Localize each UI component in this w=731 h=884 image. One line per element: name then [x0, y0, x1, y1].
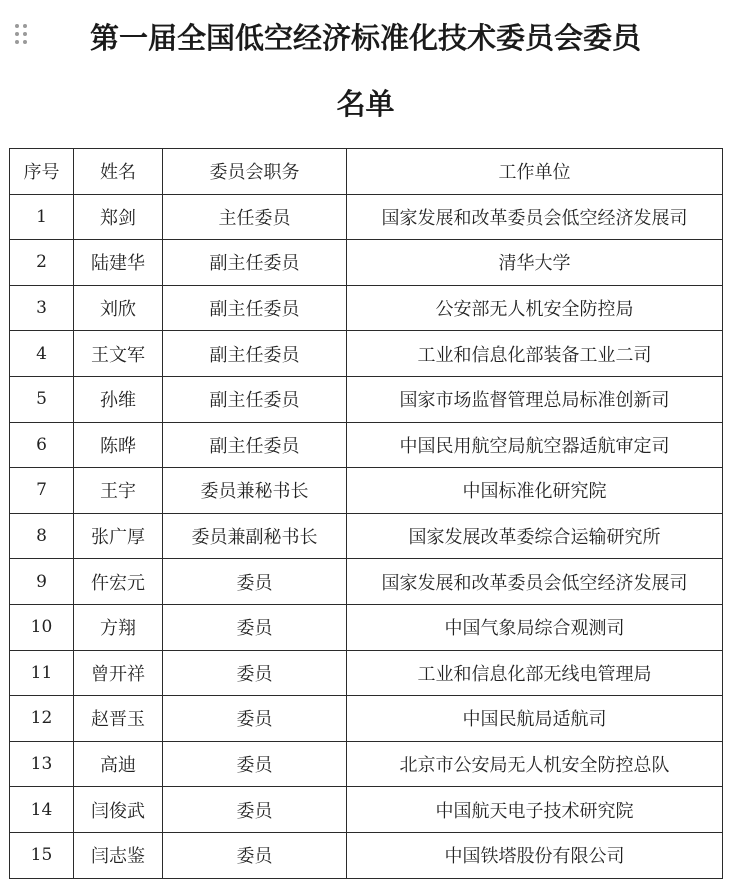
- member-table: [9, 148, 723, 879]
- cell-name: 高迪: [74, 741, 163, 787]
- document-title-line1: 第一届全国低空经济标准化技术委员会委员: [89, 21, 641, 55]
- cell-name: 王文军: [74, 331, 163, 377]
- table-row: [10, 285, 723, 331]
- cell-no: 6: [10, 422, 74, 468]
- cell-name: 陈晔: [74, 422, 163, 468]
- cell-role: 副主任委员: [163, 285, 347, 331]
- table-body: [10, 194, 723, 878]
- cell-no: 5: [10, 376, 74, 422]
- cell-name: 曾开祥: [74, 650, 163, 696]
- cell-role: 副主任委员: [163, 331, 347, 377]
- cell-unit: 中国航天电子技术研究院: [347, 787, 723, 833]
- cell-no: 8: [10, 513, 74, 559]
- cell-no: 3: [10, 285, 74, 331]
- table-row: [10, 194, 723, 240]
- cell-no: 1: [10, 194, 74, 240]
- cell-name: 闫志鉴: [74, 832, 163, 878]
- header-unit: 工作单位: [347, 149, 723, 195]
- cell-name: 闫俊武: [74, 787, 163, 833]
- cell-unit: 国家发展和改革委员会低空经济发展司: [347, 194, 723, 240]
- cell-role: 委员兼副秘书长: [163, 513, 347, 559]
- cell-no: 12: [10, 696, 74, 742]
- table-row: [10, 376, 723, 422]
- cell-no: 10: [10, 604, 74, 650]
- table-row: [10, 513, 723, 559]
- cell-role: 副主任委员: [163, 376, 347, 422]
- cell-unit: 工业和信息化部装备工业二司: [347, 331, 723, 377]
- table-row: [10, 559, 723, 605]
- cell-role: 副主任委员: [163, 422, 347, 468]
- cell-unit: 中国标准化研究院: [347, 468, 723, 514]
- cell-unit: 中国民用航空局航空器适航审定司: [347, 422, 723, 468]
- cell-name: 张广厚: [74, 513, 163, 559]
- header-no: 序号: [10, 149, 74, 195]
- cell-unit: 中国气象局综合观测司: [347, 604, 723, 650]
- cell-no: 4: [10, 331, 74, 377]
- cell-role: 副主任委员: [163, 240, 347, 286]
- table-row: [10, 331, 723, 377]
- cell-name: 郑剑: [74, 194, 163, 240]
- cell-name: 赵晋玉: [74, 696, 163, 742]
- cell-role: 委员: [163, 650, 347, 696]
- table-row: [10, 741, 723, 787]
- cell-unit: 国家发展改革委综合运输研究所: [347, 513, 723, 559]
- table-row: [10, 604, 723, 650]
- header-name: 姓名: [74, 149, 163, 195]
- table-header-row: [10, 149, 723, 195]
- cell-no: 14: [10, 787, 74, 833]
- cell-no: 11: [10, 650, 74, 696]
- cell-unit: 公安部无人机安全防控局: [347, 285, 723, 331]
- table-row: [10, 468, 723, 514]
- cell-no: 13: [10, 741, 74, 787]
- cell-no: 15: [10, 832, 74, 878]
- cell-no: 2: [10, 240, 74, 286]
- cell-role: 委员: [163, 832, 347, 878]
- cell-unit: 北京市公安局无人机安全防控总队: [347, 741, 723, 787]
- table-row: [10, 787, 723, 833]
- cell-name: 仵宏元: [74, 559, 163, 605]
- cell-role: 委员兼秘书长: [163, 468, 347, 514]
- cell-name: 方翔: [74, 604, 163, 650]
- cell-unit: 清华大学: [347, 240, 723, 286]
- table-row: [10, 832, 723, 878]
- cell-name: 刘欣: [74, 285, 163, 331]
- cell-no: 9: [10, 559, 74, 605]
- cell-unit: 国家发展和改革委员会低空经济发展司: [347, 559, 723, 605]
- cell-role: 委员: [163, 604, 347, 650]
- cell-role: 委员: [163, 741, 347, 787]
- cell-unit: 中国铁塔股份有限公司: [347, 832, 723, 878]
- cell-no: 7: [10, 468, 74, 514]
- table-row: [10, 650, 723, 696]
- header-role: 委员会职务: [163, 149, 347, 195]
- table-row: [10, 422, 723, 468]
- cell-role: 主任委员: [163, 194, 347, 240]
- cell-role: 委员: [163, 696, 347, 742]
- cell-name: 王宇: [74, 468, 163, 514]
- table-row: [10, 240, 723, 286]
- cell-unit: 国家市场监督管理总局标准创新司: [347, 376, 723, 422]
- cell-name: 陆建华: [74, 240, 163, 286]
- document-title-line2: 名单: [336, 87, 395, 121]
- cell-unit: 中国民航局适航司: [347, 696, 723, 742]
- cell-role: 委员: [163, 787, 347, 833]
- cell-role: 委员: [163, 559, 347, 605]
- cell-name: 孙维: [74, 376, 163, 422]
- table-row: [10, 696, 723, 742]
- cell-unit: 工业和信息化部无线电管理局: [347, 650, 723, 696]
